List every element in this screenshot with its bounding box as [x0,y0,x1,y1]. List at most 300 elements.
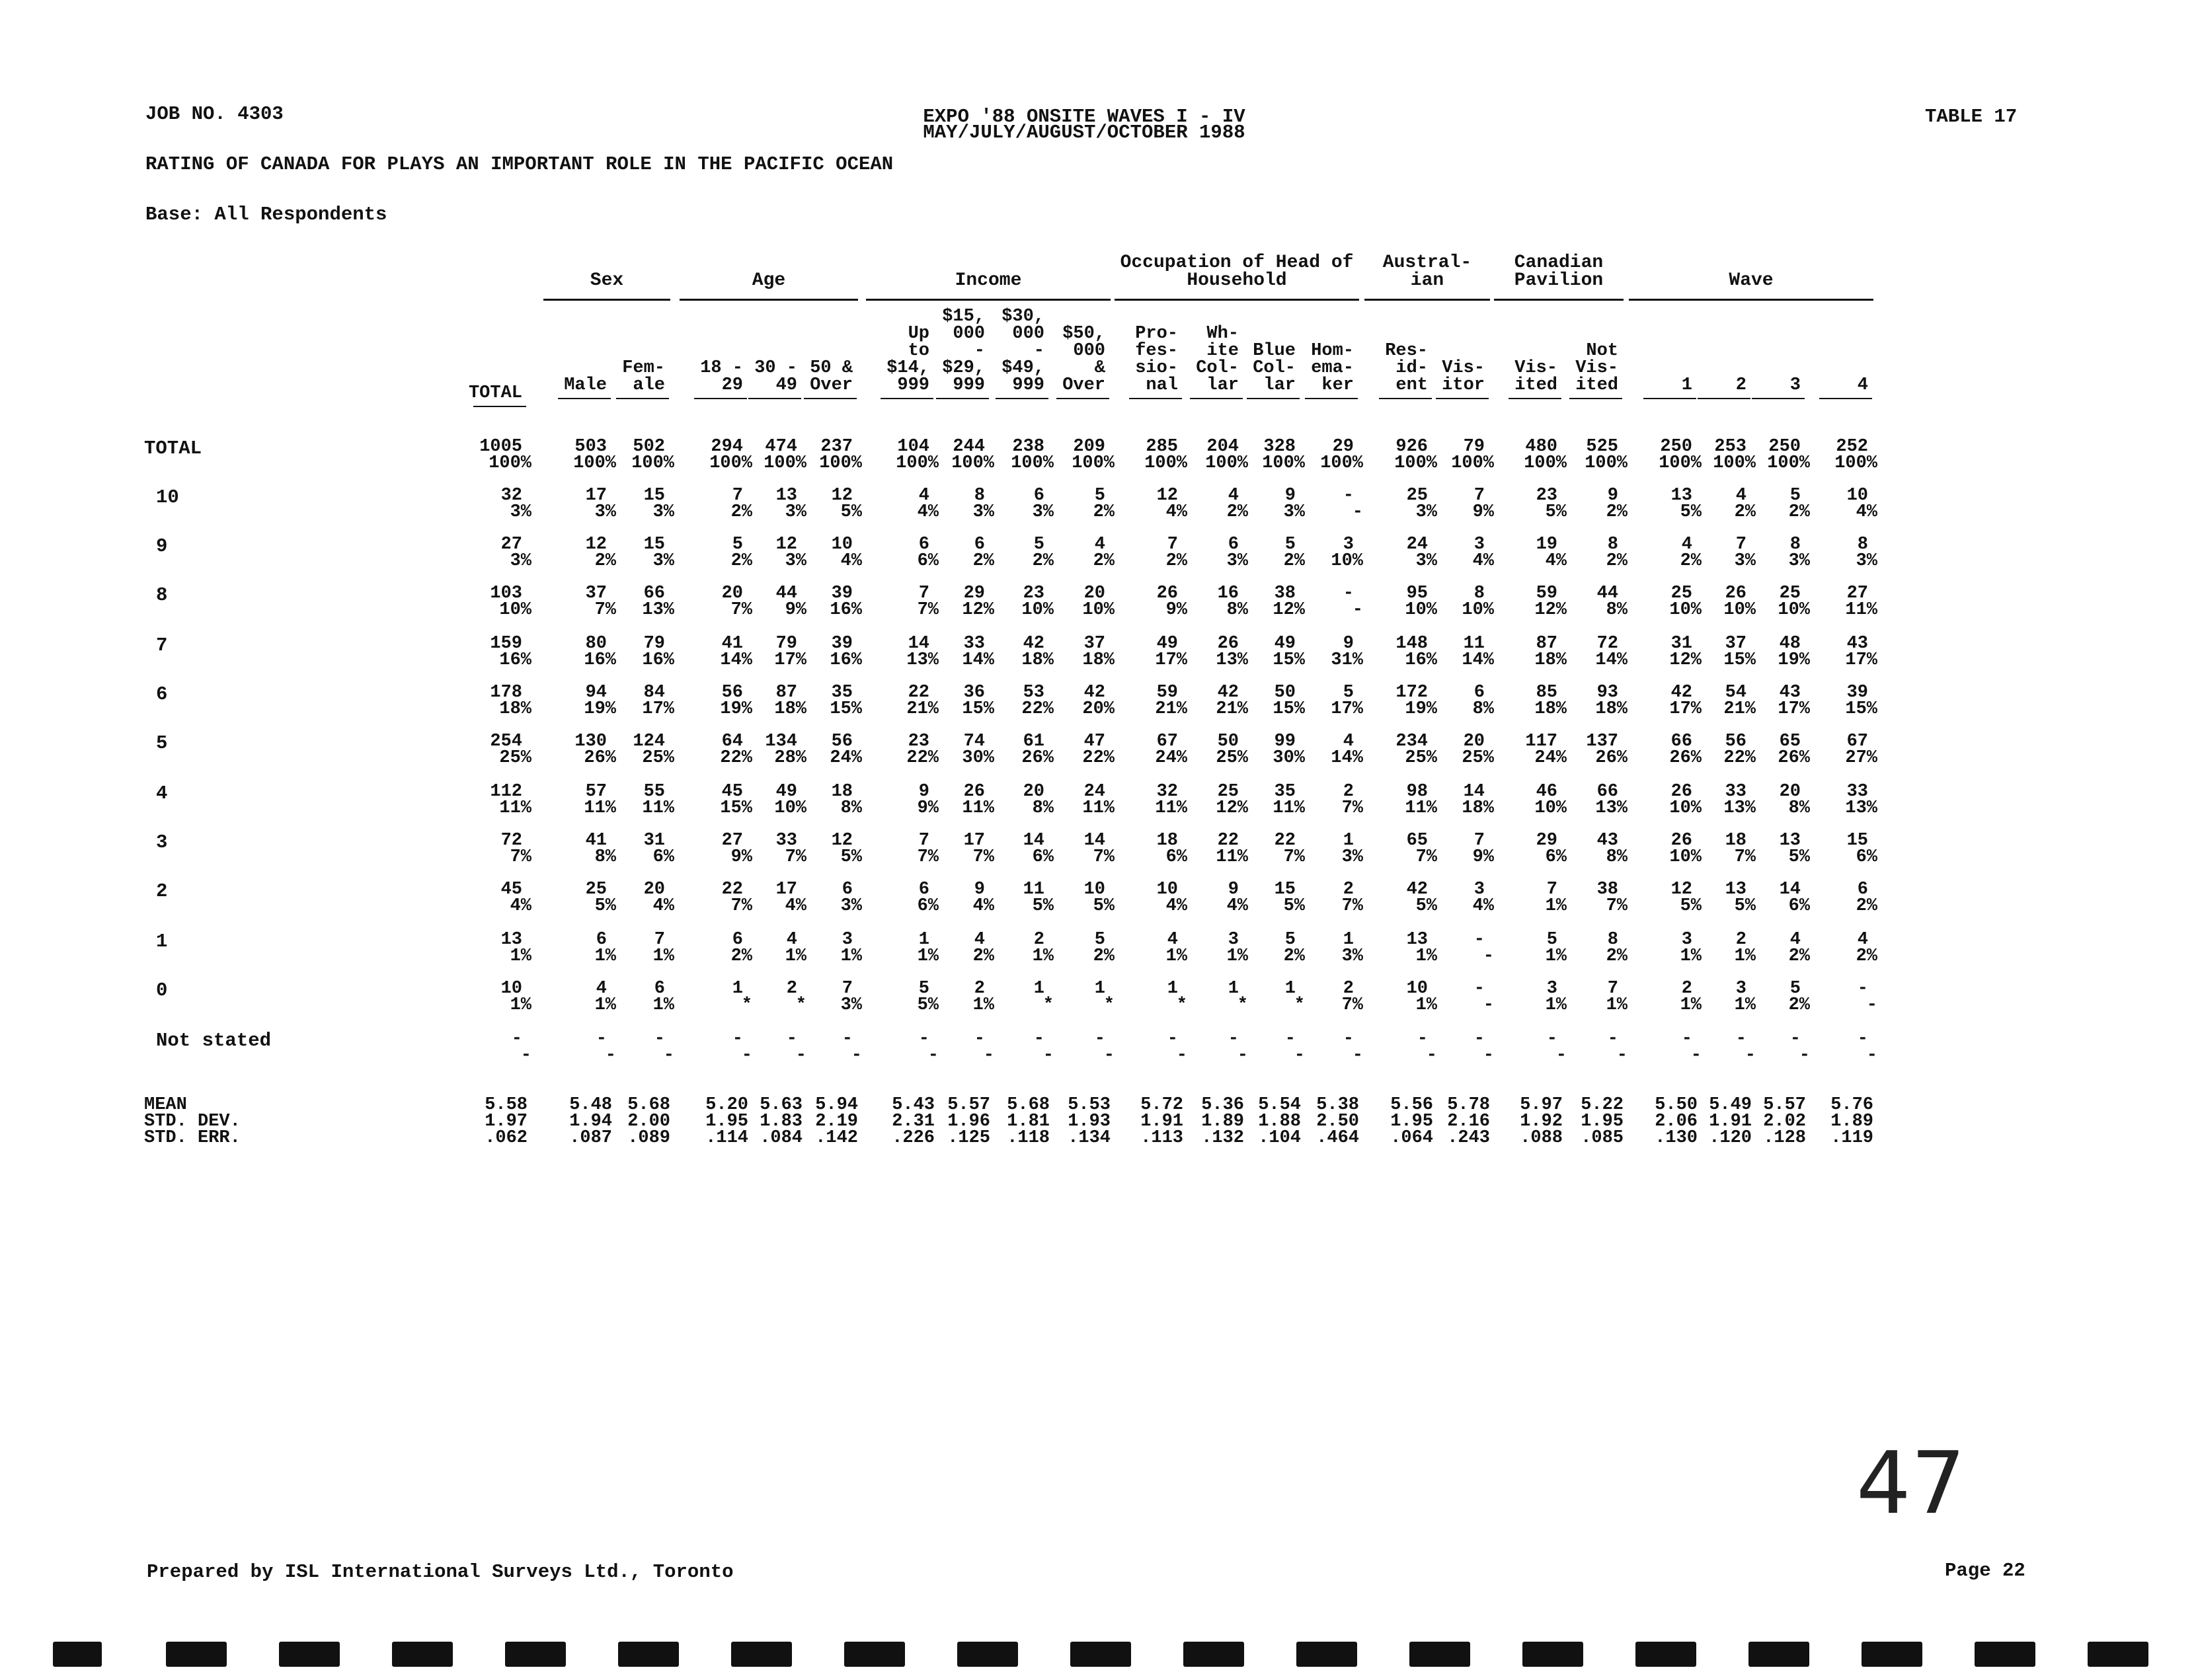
cell-percent: 17% [1778,699,1810,719]
cell-percent: 8% [1472,699,1494,719]
cell-count: 926 [1395,437,1428,457]
table-cell [443,831,531,867]
cell-count: 5 [1094,930,1105,950]
cell-count: 26 [1670,831,1692,851]
table-cell [443,584,531,620]
cell-count: 1 [732,979,743,999]
cell-percent: 1% [1226,946,1248,966]
cell-percent: 7% [1283,847,1305,867]
column-underline [1129,398,1182,399]
cell-percent: 11% [642,798,674,818]
column-underline [473,406,526,407]
cell-count: 23 [1023,584,1044,603]
stat-sd: 1.92 [1520,1112,1563,1131]
cell-percent: 4% [972,896,994,916]
cell-count: 159 [490,634,522,654]
cell-count: - [1473,979,1485,999]
cell-count: 49 [1156,634,1178,654]
stat-mean: 5.22 [1581,1095,1624,1115]
cell-percent: 1% [1680,995,1702,1015]
cell-count: 87 [775,683,797,703]
cell-count: 27 [500,535,522,554]
cell-percent: 12% [1216,798,1248,818]
cell-count: 5 [1546,930,1557,950]
table-cell [586,979,674,1015]
cell-count: 25 [1779,584,1801,603]
table-number: TABLE 17 [1925,106,2018,128]
cell-count: 38 [1596,880,1618,899]
cell-percent: 25% [499,748,531,768]
cell-count: 20 [1779,782,1801,802]
cell-count: 20 [721,584,743,603]
cell-percent: 1% [594,995,616,1015]
stat-se: .464 [1316,1128,1359,1148]
cell-percent: 7% [1415,847,1437,867]
column-underline [1247,398,1300,399]
cell-count: 6 [842,880,853,899]
cell-count: 94 [585,683,607,703]
stat-sd: 1.94 [569,1112,612,1131]
cell-percent: 18% [1534,650,1567,670]
cell-count: 33 [963,634,985,654]
cell-percent: 3% [510,551,531,571]
cell-count: 5 [1094,486,1105,506]
cell-count: 37 [585,584,607,603]
cell-percent: 19% [1778,650,1810,670]
table-cell [1539,930,1628,966]
group-underline [1629,299,1873,301]
stat-mean: 5.54 [1258,1095,1301,1115]
cell-count: 12 [1670,880,1692,899]
table-cell [443,683,531,719]
stat-sd: 1.89 [1830,1112,1873,1131]
cell-count: 3 [1735,979,1747,999]
scan-mark [957,1642,1018,1667]
cell-percent: 100% [1262,453,1305,473]
cell-percent: 10% [1405,600,1437,620]
table-cell [1026,584,1115,620]
table-cell [443,930,531,966]
column-underline [1569,398,1622,399]
cell-count: 17 [963,831,985,851]
scan-mark [618,1642,679,1667]
cell-count: 12 [585,535,607,554]
table-cell [1026,930,1115,966]
cell-count: 237 [820,437,853,457]
cell-percent: 21% [1723,699,1756,719]
group-underline [1364,299,1490,301]
cell-percent: 2% [1093,551,1115,571]
cell-count: 4 [1343,732,1354,751]
cell-percent: 2% [1165,551,1187,571]
cell-percent: 3% [1226,551,1248,571]
cell-count: - [732,1029,743,1049]
cell-percent: 17% [1669,699,1702,719]
scan-mark [2088,1642,2148,1667]
cell-count: - [1857,1029,1868,1049]
cell-count: 36 [963,683,985,703]
cell-count: 7 [918,584,929,603]
stat-sd: 2.31 [892,1112,935,1131]
cell-percent: 100% [573,453,616,473]
cell-count: 42 [1023,634,1044,654]
cell-count: 2 [1735,930,1747,950]
cell-count: 13 [775,486,797,506]
cell-count: - [1343,1029,1354,1049]
table-cell [1405,437,1494,473]
row-label: 5 [156,732,168,754]
cell-count: 67 [1156,732,1178,751]
cell-percent: 100% [1451,453,1494,473]
column-header: Fem- ale [622,358,665,395]
stat-mean: 5.36 [1201,1095,1244,1115]
cell-count: 20 [1463,732,1485,751]
table-cell [1405,979,1494,1015]
cell-percent: 3% [1283,502,1305,522]
table-cell [1789,930,1877,966]
cell-count: 10 [1846,486,1868,506]
cell-count: 59 [1156,683,1178,703]
cell-percent: 16% [830,600,862,620]
cell-count: 18 [1725,831,1747,851]
table-cell [1539,880,1628,916]
column-header: Wh- ite Col- lar [1196,324,1239,395]
stat-sd: 2.06 [1655,1112,1698,1131]
cell-count: 23 [908,732,929,751]
cell-percent: 1% [785,946,806,966]
cell-percent: 8% [840,798,862,818]
cell-percent: 10% [774,798,806,818]
cell-percent: 9% [1165,600,1187,620]
table-cell [773,782,862,818]
cell-percent: 6% [1545,847,1567,867]
stat-se: .130 [1655,1128,1698,1148]
cell-percent: 22% [1082,748,1115,768]
cell-count: 7 [1607,979,1618,999]
cell-count: 6 [732,930,743,950]
cell-percent: 15% [1845,699,1877,719]
cell-percent: 14% [1331,748,1363,768]
cell-percent: 18% [1462,798,1494,818]
cell-percent: 14% [962,650,994,670]
stat-sd: 1.93 [1068,1112,1111,1131]
cell-percent: 13% [1845,798,1877,818]
cell-percent: 100% [1585,453,1628,473]
cell-percent: 3% [652,502,674,522]
cell-percent: 22% [1021,699,1054,719]
cell-percent: 15% [720,798,752,818]
table-cell [1275,634,1363,670]
cell-percent: 1% [1545,995,1567,1015]
table-cell [586,1029,674,1065]
column-underline [996,398,1048,399]
scan-mark [1296,1642,1357,1667]
table-cell [773,979,862,1015]
cell-count: - [974,1029,985,1049]
cell-percent: 18% [774,699,806,719]
cell-count: 79 [775,634,797,654]
cell-percent: 14% [1595,650,1628,670]
cell-percent: 16% [830,650,862,670]
cell-count: 1 [1228,979,1239,999]
cell-count: 14 [908,634,929,654]
cell-count: 67 [1846,732,1868,751]
table-cell [1539,683,1628,719]
column-header: Vis- itor [1442,358,1485,395]
cell-percent: 5% [840,502,862,522]
cell-percent: 21% [1155,699,1187,719]
table-cell [586,535,674,571]
cell-percent: 16% [584,650,616,670]
cell-count: 57 [585,782,607,802]
cell-count: 84 [643,683,665,703]
cell-count: 112 [490,782,522,802]
cell-count: 79 [643,634,665,654]
stat-mean: 5.97 [1520,1095,1563,1115]
cell-count: 39 [831,634,853,654]
cell-percent: 2% [1734,502,1756,522]
stat-sd: 2.02 [1763,1112,1806,1131]
cell-count: 93 [1596,683,1618,703]
cell-percent: 10% [1534,798,1567,818]
column-header: Res- id- ent [1385,341,1428,395]
cell-count: 65 [1779,732,1801,751]
group-underline [543,299,670,301]
cell-percent: - [1866,995,1877,1015]
cell-percent: 17% [1155,650,1187,670]
cell-percent: 2% [1856,946,1877,966]
cell-count: 49 [775,782,797,802]
cell-count: 46 [1536,782,1557,802]
cell-count: 45 [721,782,743,802]
stat-sd: 1.96 [947,1112,990,1131]
cell-percent: 3% [972,502,994,522]
cell-count: 6 [596,930,607,950]
table-cell [773,535,862,571]
row-label: 0 [156,979,168,1001]
cell-percent: 6% [917,896,939,916]
cell-count: 13 [1725,880,1747,899]
table-cell [1405,1029,1494,1065]
cell-percent: 18% [499,699,531,719]
cell-count: 43 [1596,831,1618,851]
table-cell [586,437,674,473]
cell-percent: 3% [1788,551,1810,571]
stat-mean: 5.68 [627,1095,670,1115]
cell-count: - [1681,1029,1692,1049]
cell-percent: 7% [1341,995,1363,1015]
group-header: Austral- ian [1382,252,1472,291]
column-header: 50 & Over [810,358,853,395]
cell-percent: 25% [1216,748,1248,768]
cell-percent: - [1690,1046,1702,1065]
base-description: Base: All Respondents [145,204,387,225]
cell-count: 285 [1146,437,1178,457]
cell-percent: 10% [1669,798,1702,818]
column-header: 4 [1857,375,1868,395]
cell-count: 26 [1217,634,1239,654]
cell-count: 9 [1228,880,1239,899]
scan-mark [1635,1642,1696,1667]
cell-count: 4 [918,486,929,506]
cell-percent: 14% [720,650,752,670]
cell-count: 238 [1012,437,1044,457]
stat-mean: 5.48 [569,1095,612,1115]
cell-count: 44 [775,584,797,603]
column-header: $50, 000 & Over [1062,324,1105,395]
cell-count: 37 [1083,634,1105,654]
cell-percent: 5% [1283,896,1305,916]
cell-percent: 100% [1072,453,1115,473]
cell-percent: 11% [1082,798,1115,818]
cell-percent: 100% [896,453,939,473]
cell-count: 56 [1725,732,1747,751]
column-underline [1509,398,1561,399]
cell-count: 4 [1228,486,1239,506]
cell-percent: 100% [1205,453,1248,473]
stat-sd: 1.88 [1258,1112,1301,1131]
cell-count: 25 [1406,486,1428,506]
scan-mark [844,1642,905,1667]
cell-count: 80 [585,634,607,654]
cell-percent: 9% [1472,502,1494,522]
cell-count: 2 [974,979,985,999]
cell-count: 39 [1846,683,1868,703]
cell-percent: 2% [730,551,752,571]
cell-count: 65 [1406,831,1428,851]
table-cell [1275,979,1363,1015]
scan-mark [1070,1642,1131,1667]
cell-count: 3 [842,930,853,950]
cell-percent: 26% [1669,748,1702,768]
cell-percent: 2% [1093,946,1115,966]
column-header: Up to $14, 999 [886,324,929,395]
cell-count: 12 [775,535,797,554]
table-cell [773,831,862,867]
row-label: 8 [156,584,168,606]
cell-count: 209 [1073,437,1105,457]
cell-percent: 11% [1845,600,1877,620]
cell-percent: - [520,1046,531,1065]
cell-percent: * [741,995,752,1015]
cell-count: 19 [1536,535,1557,554]
group-underline [680,299,858,301]
table-cell [1026,683,1115,719]
cell-count: 18 [831,782,853,802]
cell-count: 74 [963,732,985,751]
cell-percent: 7% [972,847,994,867]
cell-percent: - [1555,1046,1567,1065]
cell-percent: - [605,1046,616,1065]
cell-count: 42 [1083,683,1105,703]
table-cell [1275,732,1363,768]
cell-count: 98 [1406,782,1428,802]
cell-percent: 8% [594,847,616,867]
cell-percent: 15% [962,699,994,719]
row-label: Not stated [156,1030,272,1051]
cell-count: - [1284,1029,1296,1049]
cell-count: 2 [786,979,797,999]
cell-count: - [1857,979,1868,999]
cell-percent: 10% [499,600,531,620]
column-header: 1 [1681,375,1692,395]
stat-mean: 5.94 [815,1095,858,1115]
cell-percent: 3% [1856,551,1877,571]
cell-count: 26 [1725,584,1747,603]
stat-mean: 5.72 [1140,1095,1183,1115]
cell-count: 18 [1156,831,1178,851]
cell-count: 33 [1725,782,1747,802]
cell-count: 8 [1607,930,1618,950]
stat-se: .118 [1007,1128,1050,1148]
table-cell [773,584,862,620]
cell-count: 22 [721,880,743,899]
stat-sd: 1.89 [1201,1112,1244,1131]
cell-count: 3 [1473,535,1485,554]
cell-count: 26 [1670,782,1692,802]
cell-count: 35 [1274,782,1296,802]
group-underline [1494,299,1624,301]
cell-percent: 4% [652,896,674,916]
cell-percent: 8% [1606,847,1628,867]
group-header: Age [752,270,786,291]
cell-percent: 17% [774,650,806,670]
cell-count: 41 [585,831,607,851]
stat-sd: 1.91 [1709,1112,1752,1131]
page-number: Page 22 [1945,1560,2025,1582]
cell-percent: 7% [1093,847,1115,867]
table-cell [1275,584,1363,620]
column-underline [1305,398,1358,399]
cell-count: 32 [500,486,522,506]
cell-percent: - [741,1046,752,1065]
cell-percent: 25% [1462,748,1494,768]
cell-percent: 17% [642,699,674,719]
cell-count: 56 [831,732,853,751]
table-cell [1275,486,1363,522]
cell-count: 244 [953,437,985,457]
cell-percent: 3% [1032,502,1054,522]
cell-percent: 10% [1669,600,1702,620]
cell-count: 11 [1463,634,1485,654]
cell-percent: 30% [962,748,994,768]
cell-percent: 3% [785,551,806,571]
cell-percent: 15% [1723,650,1756,670]
table-cell [773,486,862,522]
cell-count: 4 [596,979,607,999]
cell-count: - [1228,1029,1239,1049]
cell-count: 8 [1473,584,1485,603]
cell-percent: 11% [1155,798,1187,818]
cell-count: 31 [643,831,665,851]
cell-percent: - [1352,1046,1363,1065]
cell-count: 45 [500,880,522,899]
cell-percent: - [1866,1046,1877,1065]
cell-percent: - [1352,502,1363,522]
cell-percent: 10% [1778,600,1810,620]
cell-percent: 1% [1680,946,1702,966]
stat-sd: 1.81 [1007,1112,1050,1131]
table-cell [1026,437,1115,473]
cell-count: 48 [1779,634,1801,654]
cell-percent: 24% [830,748,862,768]
cell-percent: 6% [1788,896,1810,916]
cell-percent: 1% [840,946,862,966]
cell-percent: - [663,1046,674,1065]
cell-count: 10 [1406,979,1428,999]
cell-count: 72 [1596,634,1618,654]
cell-count: 117 [1525,732,1557,751]
